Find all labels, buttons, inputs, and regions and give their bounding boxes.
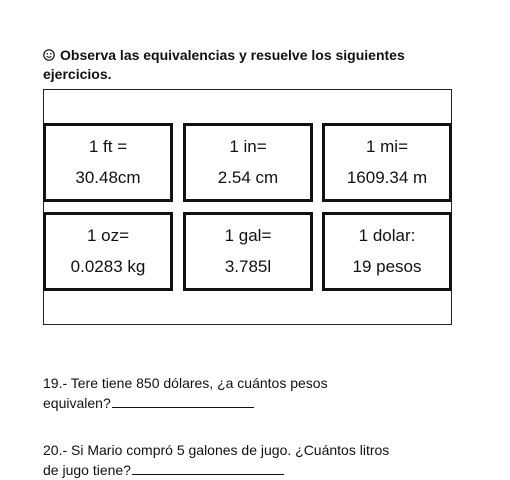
equivalence-value: 1609.34 m xyxy=(346,168,428,187)
equivalence-value: 0.0283 kg xyxy=(70,257,146,276)
equivalence-unit: 1 ft = xyxy=(88,137,128,156)
equivalence-card-dolar xyxy=(322,212,452,291)
equivalence-value: 3.785l xyxy=(224,257,272,276)
equivalence-card-ft xyxy=(43,123,173,202)
equivalence-card-oz xyxy=(43,212,173,291)
answer-blank[interactable] xyxy=(132,462,284,475)
equivalence-unit: 1 dolar: xyxy=(358,226,416,245)
equivalence-unit: 1 in= xyxy=(229,137,267,156)
smiley-face-icon xyxy=(43,49,55,61)
equivalence-unit: 1 mi= xyxy=(365,137,409,156)
equivalence-card-in xyxy=(183,123,313,202)
equivalence-unit: 1 oz= xyxy=(86,226,130,245)
question-20 xyxy=(43,440,463,480)
equivalence-value: 19 pesos xyxy=(352,257,422,276)
equivalence-value: 30.48cm xyxy=(75,168,141,187)
equivalence-card-gal xyxy=(183,212,313,291)
equivalence-value: 2.54 cm xyxy=(217,168,279,187)
question-19 xyxy=(43,373,463,413)
question-text-line2: equivalen? xyxy=(43,395,111,411)
question-text-line1: 19.- Tere tiene 850 dólares, ¿a cuántos pesos xyxy=(43,375,328,391)
instructions-heading xyxy=(43,46,463,84)
equivalence-card-mi xyxy=(322,123,452,202)
heading-text: Observa las equivalencias y resuelve los siguientes ejercicios. xyxy=(43,47,405,82)
equivalence-unit: 1 gal= xyxy=(224,226,272,245)
question-text-line2: de jugo tiene? xyxy=(43,462,131,478)
question-text-line1: 20.- Si Mario compró 5 galones de jugo. ¿Cuántos litros xyxy=(43,442,390,458)
answer-blank[interactable] xyxy=(112,395,254,408)
